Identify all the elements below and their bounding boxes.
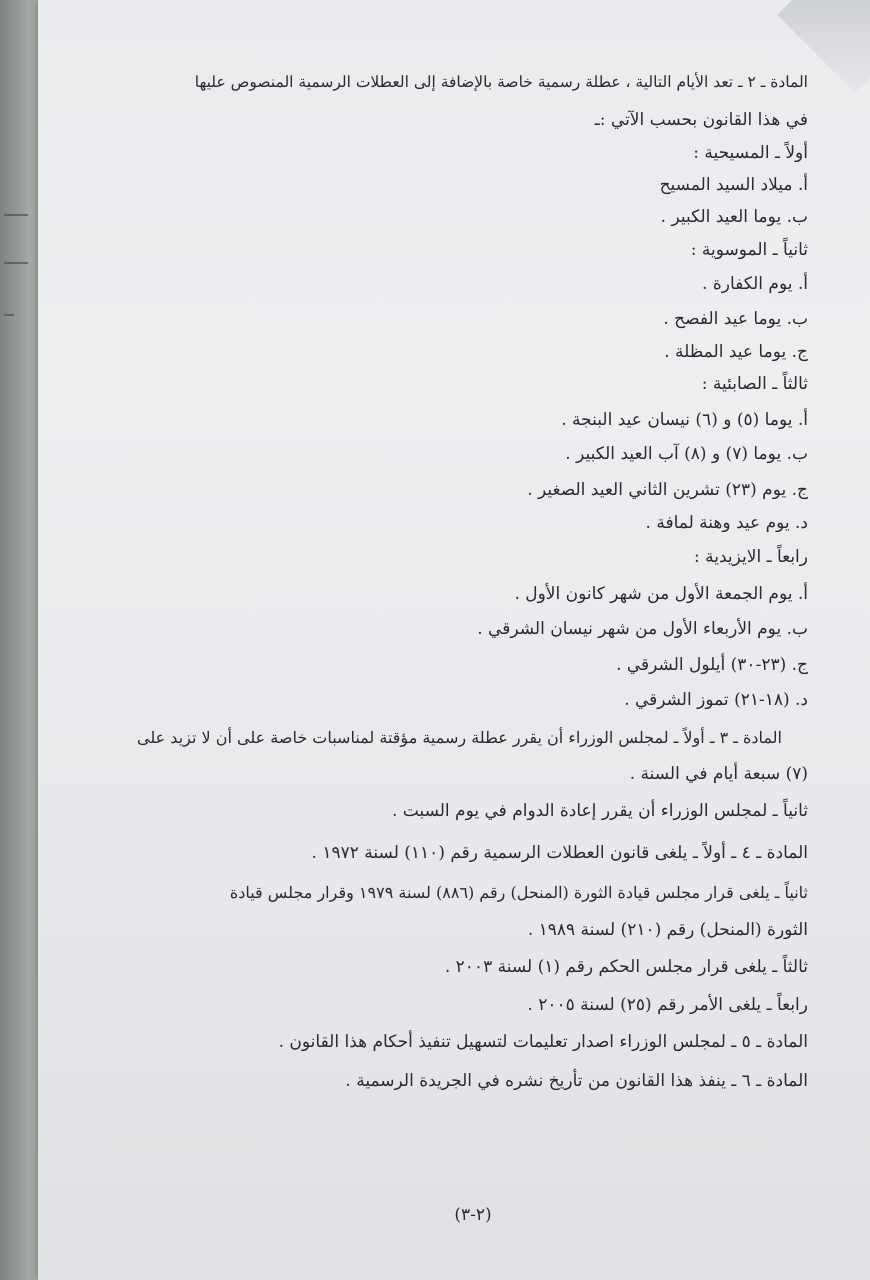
article-3-clause-2: ثانياً ـ لمجلس الوزراء أن يقرر إعادة الدوام في يوم السبت . <box>391 801 808 821</box>
list-item: أ. يوم الجمعة الأول من شهر كانون الأول . <box>514 584 808 604</box>
list-item: ج. يوما عيد المظلة . <box>664 342 808 362</box>
section-heading: ثالثاً ـ الصابئية : <box>701 374 808 394</box>
page-number: (٢-٣) <box>454 1205 492 1225</box>
section-heading: رابعاً ـ الايزيدية : <box>694 547 808 567</box>
list-item: ب. يوم الأربعاء الأول من شهر نيسان الشرقي . <box>477 619 808 639</box>
list-item: ج. يوم (٢٣) تشرين الثاني العيد الصغير . <box>527 480 808 500</box>
article-4-clause-1: المادة ـ ٤ ـ أولاً ـ يلغى قانون العطلات الرسمية رقم (١١٠) لسنة ١٩٧٢ . <box>311 843 808 863</box>
article-5: المادة ـ ٥ ـ لمجلس الوزراء اصدار تعليمات لتسهيل تنفيذ أحكام هذا القانون . <box>278 1032 808 1052</box>
article-4-clause-3: ثالثاً ـ يلغى قرار مجلس الحكم رقم (١) لسنة ٢٠٠٣ . <box>444 957 808 977</box>
article-2-intro: المادة ـ ٢ ـ تعد الأيام التالية ، عطلة رسمية خاصة بالإضافة إلى العطلات الرسمية المنصوص عليها <box>194 73 808 91</box>
list-item: ب. يوما عيد الفصح . <box>663 309 808 329</box>
sheet-mark <box>4 314 14 316</box>
article-6: المادة ـ ٦ ـ ينفذ هذا القانون من تأريخ نشره في الجريدة الرسمية . <box>345 1071 808 1091</box>
list-item: ب. يوما العيد الكبير . <box>660 207 808 227</box>
article-4-clause-4: رابعاً ـ يلغى الأمر رقم (٢٥) لسنة ٢٠٠٥ . <box>527 995 808 1015</box>
list-item: أ. يوم الكفارة . <box>702 274 808 294</box>
list-item: أ. ميلاد السيد المسيح <box>659 175 808 195</box>
section-heading: أولاً ـ المسيحية : <box>693 143 808 163</box>
article-2-intro-cont: في هذا القانون بحسب الآتي :ـ <box>594 110 808 130</box>
sheet-mark <box>4 262 28 264</box>
section-heading: ثانياً ـ الموسوية : <box>690 240 808 260</box>
article-4-clause-2-cont: الثورة (المنحل) رقم (٢١٠) لسنة ١٩٨٩ . <box>527 920 808 940</box>
list-item: أ. يوما (٥) و (٦) نيسان عيد البنجة . <box>561 410 808 430</box>
document-page <box>38 0 870 1280</box>
list-item: ب. يوما (٧) و (٨) آب العيد الكبير . <box>565 444 808 464</box>
list-item: د. يوم عيد وهنة لمافة . <box>645 513 808 533</box>
article-3-text-cont: (٧) سبعة أيام في السنة . <box>629 764 808 784</box>
article-4-clause-2: ثانياً ـ يلغى قرار مجلس قيادة الثورة (المنحل) رقم (٨٨٦) لسنة ١٩٧٩ وقرار مجلس قيادة <box>229 883 808 902</box>
background-sheet <box>0 0 38 1280</box>
list-item: د. (١٨-٢١) تموز الشرقي . <box>624 690 808 710</box>
sheet-mark <box>4 214 28 216</box>
list-item: ج. (٢٣-٣٠) أيلول الشرقي . <box>616 655 808 675</box>
article-3-text: المادة ـ ٣ ـ أولاً ـ لمجلس الوزراء أن يقرر عطلة رسمية مؤقتة لمناسبات خاصة على أن لا تزيد على <box>137 728 782 747</box>
